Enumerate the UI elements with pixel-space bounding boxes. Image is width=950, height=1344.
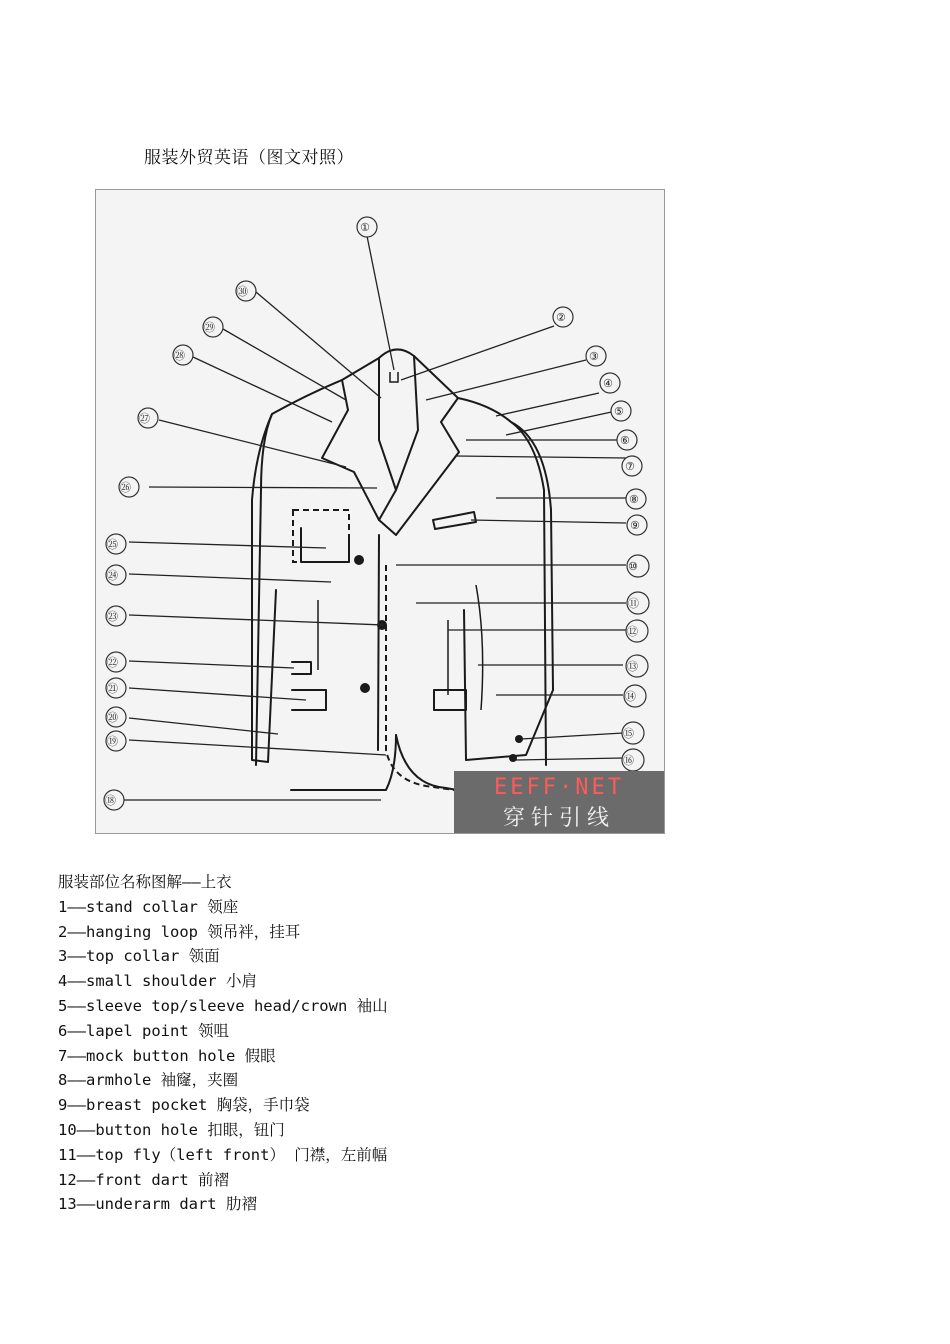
list-item: 7——mock button hole 假眼 bbox=[58, 1046, 276, 1065]
list-item: 11——top fly（left front） 门襟，左前幅 bbox=[58, 1145, 388, 1164]
callout-11 bbox=[627, 592, 649, 614]
svg-text:⑪: ⑪ bbox=[628, 597, 639, 610]
svg-text:③: ③ bbox=[589, 350, 599, 363]
jacket-outline bbox=[252, 349, 553, 792]
svg-text:㉕: ㉕ bbox=[107, 538, 118, 551]
svg-text:⑤: ⑤ bbox=[614, 405, 624, 418]
callout-23 bbox=[106, 606, 126, 626]
svg-text:⑭: ⑭ bbox=[625, 690, 636, 703]
callout-3 bbox=[586, 346, 606, 366]
list-item: 6——lapel point 领咀 bbox=[58, 1021, 229, 1040]
list-item: 5——sleeve top/sleeve head/crown 袖山 bbox=[58, 996, 388, 1015]
callout-13 bbox=[626, 655, 648, 677]
list-item: 9——breast pocket 胸袋，手巾袋 bbox=[58, 1096, 310, 1115]
callout-25 bbox=[106, 534, 126, 554]
callout-2 bbox=[553, 307, 573, 327]
svg-text:④: ④ bbox=[603, 377, 613, 390]
svg-text:⑮: ⑮ bbox=[623, 727, 634, 740]
callout-26 bbox=[119, 477, 139, 497]
callout-8 bbox=[626, 489, 646, 509]
jacket-drawing bbox=[96, 190, 664, 833]
callout-27 bbox=[138, 408, 158, 428]
svg-text:②: ② bbox=[556, 311, 566, 324]
callout-10 bbox=[627, 555, 649, 577]
callout-29 bbox=[203, 317, 223, 337]
list-item: 13——underarm dart 肋褶 bbox=[58, 1195, 257, 1214]
list-item: 12——front dart 前褶 bbox=[58, 1170, 229, 1189]
callout-30 bbox=[236, 281, 256, 301]
svg-text:㉓: ㉓ bbox=[107, 610, 118, 623]
callout-28 bbox=[173, 345, 193, 365]
callout-22 bbox=[106, 652, 126, 672]
svg-text:①: ① bbox=[360, 221, 370, 234]
svg-text:⑨: ⑨ bbox=[630, 519, 640, 532]
parts-list bbox=[58, 870, 388, 1217]
svg-text:㉚: ㉚ bbox=[237, 285, 248, 298]
list-item: 4——small shoulder 小肩 bbox=[58, 972, 257, 991]
parts-list-heading: 服装部位名称图解——上衣 bbox=[58, 873, 232, 891]
svg-text:㉘: ㉘ bbox=[174, 349, 185, 362]
callout-6 bbox=[617, 430, 637, 450]
svg-text:⑩: ⑩ bbox=[628, 560, 638, 573]
list-item: 3——top collar 领面 bbox=[58, 947, 220, 966]
list-item: 1——stand collar 领座 bbox=[58, 897, 239, 916]
svg-text:㉑: ㉑ bbox=[107, 682, 118, 695]
callout-19 bbox=[106, 731, 126, 751]
svg-text:⑬: ⑬ bbox=[627, 660, 638, 673]
callout-4 bbox=[600, 373, 620, 393]
list-item: 8——armhole 袖窿，夹圈 bbox=[58, 1071, 239, 1090]
svg-text:⑫: ⑫ bbox=[627, 625, 638, 638]
svg-text:⑳: ⑳ bbox=[107, 711, 118, 724]
watermark-logo-bottom: 穿针引线 bbox=[502, 806, 615, 831]
callout-7 bbox=[622, 456, 642, 476]
svg-text:㉖: ㉖ bbox=[120, 481, 131, 494]
list-item: 10——button hole 扣眼，钮门 bbox=[58, 1120, 285, 1139]
svg-text:⑥: ⑥ bbox=[620, 434, 630, 447]
watermark-logo-top: EEFF·NET bbox=[494, 775, 624, 800]
svg-text:⑲: ⑲ bbox=[107, 735, 118, 748]
svg-text:⑯: ⑯ bbox=[623, 754, 634, 767]
list-item: 2——hanging loop 领吊袢，挂耳 bbox=[58, 922, 301, 941]
callout-21 bbox=[106, 678, 126, 698]
callout-5 bbox=[611, 401, 631, 421]
svg-text:⑧: ⑧ bbox=[629, 493, 639, 506]
svg-text:⑦: ⑦ bbox=[625, 460, 635, 473]
callout-12 bbox=[626, 620, 648, 642]
callout-9 bbox=[627, 515, 647, 535]
document-title: 服装外贸英语（图文对照） bbox=[144, 148, 354, 168]
eeff-net-watermark bbox=[454, 771, 664, 833]
callout-16 bbox=[622, 749, 644, 771]
callout-20 bbox=[106, 707, 126, 727]
svg-text:⑱: ⑱ bbox=[105, 794, 116, 807]
svg-text:㉙: ㉙ bbox=[204, 321, 215, 334]
callout-24 bbox=[106, 565, 126, 585]
svg-text:㉔: ㉔ bbox=[107, 569, 118, 582]
svg-text:㉗: ㉗ bbox=[139, 412, 150, 425]
svg-text:㉒: ㉒ bbox=[107, 656, 118, 669]
jacket-diagram bbox=[95, 189, 665, 834]
callout-15 bbox=[622, 722, 644, 744]
callout-18 bbox=[104, 790, 124, 810]
callout-14 bbox=[624, 685, 646, 707]
callout-1 bbox=[357, 217, 377, 237]
